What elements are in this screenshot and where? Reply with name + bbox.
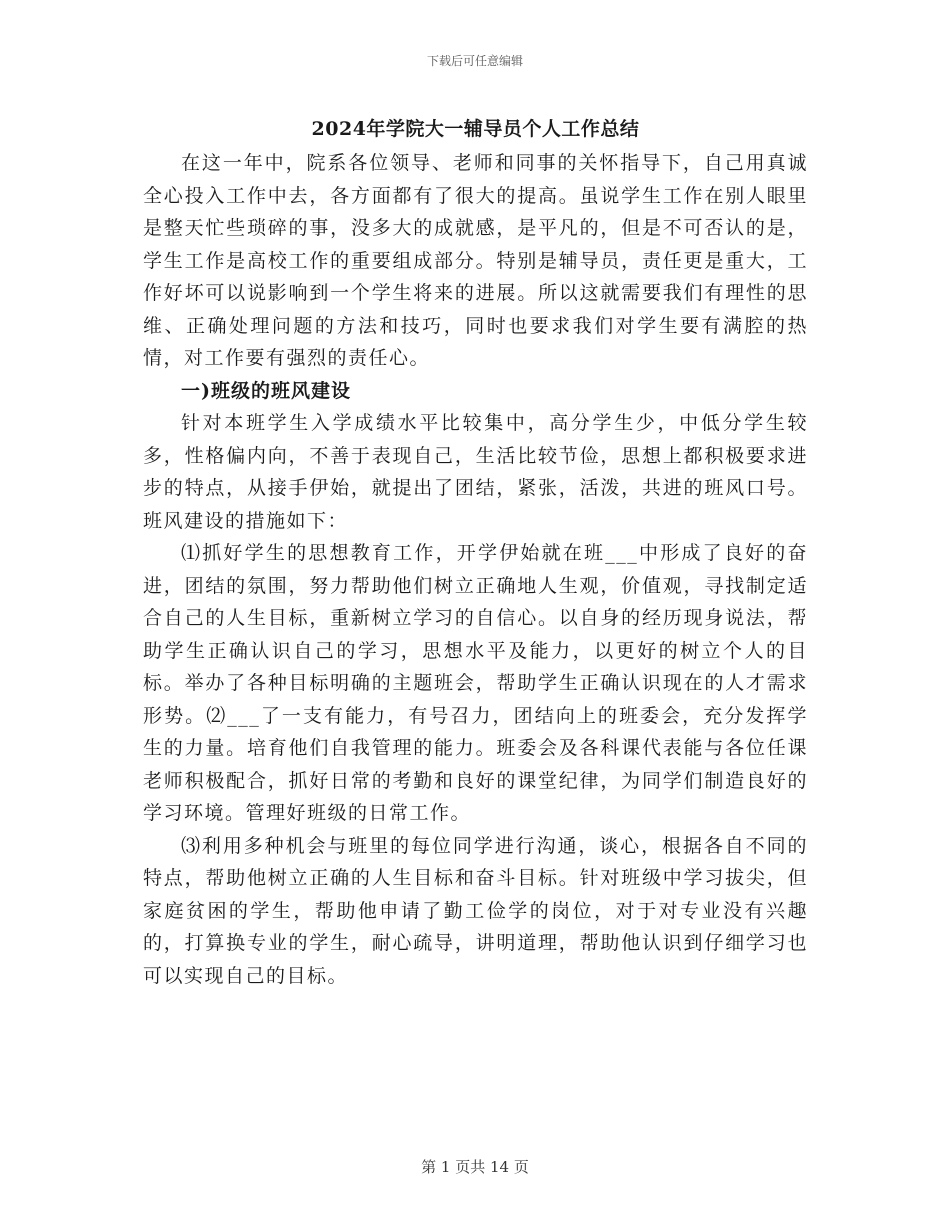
- intro-paragraph: 在这一年中，院系各位领导、老师和同事的关怀指导下，自己用真诚全心投入工作中去，各方面都有了很大的提高。虽说学生工作在别人眼里是整天忙些琐碎的事，没多大的成就感，是平凡的，但是不可否认的是，学生工作是高校工作的重要组成部分。特别是辅导员，责任更是重大，工作好坏可以说影响到一个学生将来的进展。所以这就需要我们有理性的思维、正确处理问题的方法和技巧，同时也要求我们对学生要有满腔的热情，对工作要有强烈的责任心。: [143, 152, 808, 369]
- section-paragraph-1: 针对本班学生入学成绩水平比较集中，高分学生少，中低分学生较多，性格偏内向，不善于表现自己，生活比较节俭，思想上都积极要求进步的特点，从接手伊始，就提出了团结，紧张，活泼，共进的班风口号。班风建设的措施如下：: [143, 412, 808, 532]
- page-number: 第 1 页共 14 页: [421, 1158, 529, 1176]
- page-header-note: 下载后可任意编辑: [426, 54, 523, 68]
- document-body: [143, 113, 808, 992]
- section-paragraph-2: ⑴抓好学生的思想教育工作，开学伊始就在班___中形成了良好的奋进，团结的氛围，努力帮助他们树立正确地人生观，价值观，寻找制定适合自己的人生目标，重新树立学习的自信心。以自身的经历现身说法，帮助学生正确认识自己的学习，思想水平及能力，以更好的树立个人的目标。举办了各种目标明确的主题班会，帮助学生正确认识现在的人才需求形势。⑵___了一支有能力，有号召力，团结向上的班委会，充分发挥学生的力量。培育他们自我管理的能力。班委会及各科课代表能与各位任课老师积极配合，抓好日常的考勤和良好的课堂纪律，为同学们制造良好的学习环境。管理好班级的日常工作。: [143, 542, 808, 824]
- document-title: 2024年学院大一辅导员个人工作总结: [311, 118, 640, 140]
- section-heading-class-style: 一)班级的班风建设: [181, 379, 351, 402]
- section-paragraph-3: ⑶利用多种机会与班里的每位同学进行沟通，谈心，根据各自不同的特点，帮助他树立正确的人生目标和奋斗目标。针对班级中学习拔尖，但家庭贫困的学生，帮助他申请了勤工俭学的岗位，对于对专业没有兴趣的，打算换专业的学生，耐心疏导，讲明道理，帮助他认识到仔细学习也可以实现自己的目标。: [143, 834, 808, 987]
